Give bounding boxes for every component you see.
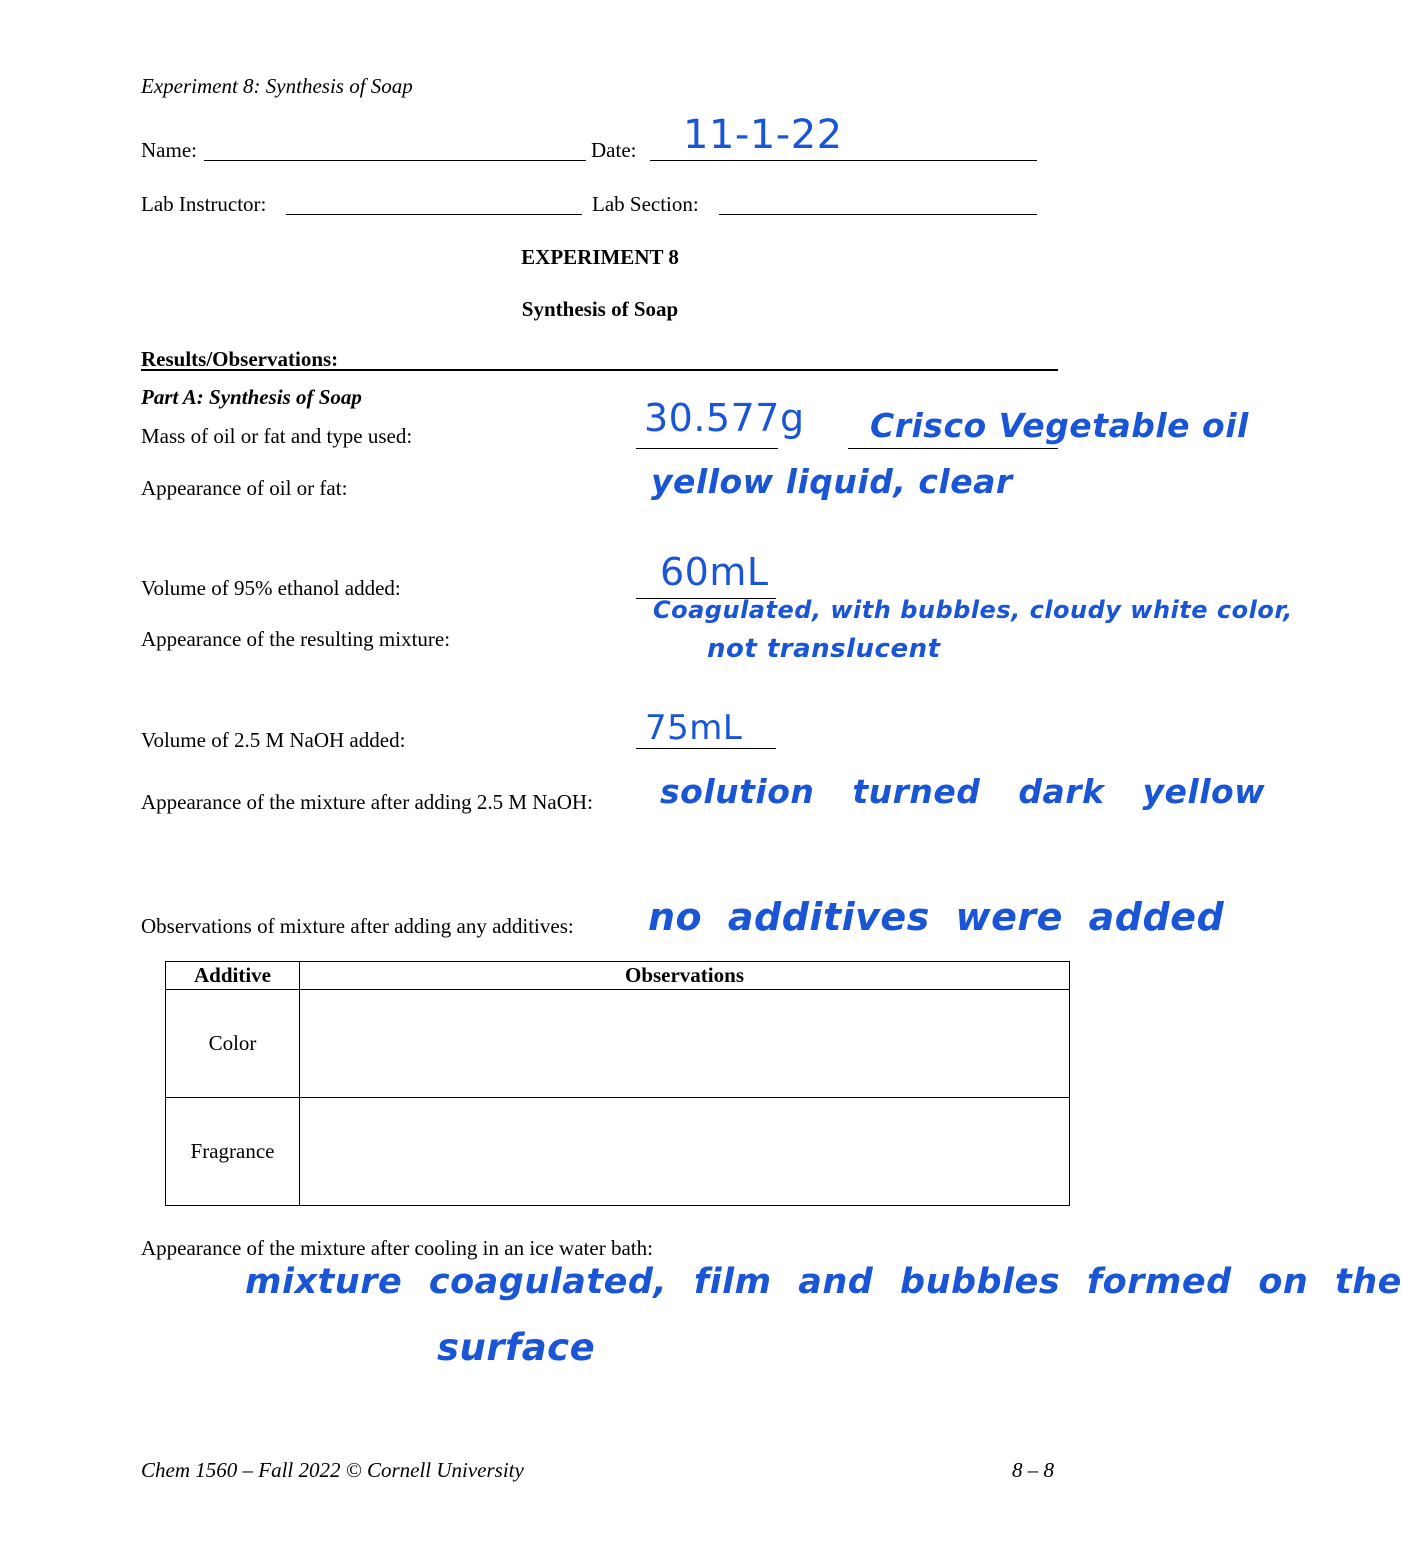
naoh-label: Volume of 2.5 M NaOH added:: [141, 728, 406, 752]
mixture-label: Appearance of the resulting mixture:: [141, 627, 451, 651]
results-heading-rule: [141, 369, 1058, 371]
after-naoh-label: Appearance of the mixture after adding 2.5 M NaOH:: [141, 790, 593, 814]
mixture-handwritten-line-2: not translucent: [707, 634, 941, 664]
naoh-handwritten: 75mL: [645, 708, 743, 748]
observation-cell-color[interactable]: [300, 990, 1070, 1098]
cooling-label: Appearance of the mixture after cooling in an ice water bath:: [141, 1236, 653, 1260]
mass-label: Mass of oil or fat and type used:: [141, 424, 413, 448]
ethanol-handwritten: 60mL: [660, 550, 769, 594]
observation-cell-fragrance[interactable]: [300, 1098, 1070, 1206]
type-field-line[interactable]: [848, 448, 1058, 449]
appearance-oil-label: Appearance of oil or fat:: [141, 476, 348, 500]
table-row: [166, 990, 1070, 1098]
cooling-handwritten-line-1: mixture coagulated, film and bubbles formed on the: [245, 1262, 1402, 1302]
additive-cell-color: Color: [166, 990, 300, 1098]
section-field-line[interactable]: [719, 214, 1037, 215]
additives-label: Observations of mixture after adding any additives:: [141, 914, 574, 938]
after-naoh-handwritten: solution turned dark yellow: [660, 772, 1266, 811]
instructor-label: Lab Instructor:: [141, 192, 267, 216]
date-label: Date:: [591, 138, 637, 162]
section-label: Lab Section:: [592, 192, 699, 216]
date-field-line[interactable]: [650, 160, 1037, 161]
cooling-handwritten-line-2: surface: [437, 1326, 596, 1369]
experiment-title: Synthesis of Soap: [521, 297, 679, 321]
footer-page-number: 8 – 8: [1012, 1458, 1054, 1482]
type-handwritten: Crisco Vegetable oil: [870, 406, 1249, 445]
footer-course: Chem 1560 – Fall 2022 © Cornell University: [141, 1458, 524, 1482]
additive-column-header: Additive: [166, 962, 300, 990]
mass-field-line[interactable]: [636, 448, 778, 449]
instructor-field-line[interactable]: [286, 214, 582, 215]
mass-handwritten: 30.577g: [644, 396, 805, 440]
naoh-field-line[interactable]: [636, 748, 776, 749]
results-heading: Results/Observations:: [141, 347, 339, 371]
date-handwritten: 11-1-22: [683, 112, 843, 158]
name-label: Name:: [141, 138, 197, 162]
additives-table: [165, 961, 1070, 1206]
additives-handwritten: no additives were added: [648, 895, 1225, 939]
additive-cell-fragrance: Fragrance: [166, 1098, 300, 1206]
experiment-number: EXPERIMENT 8: [521, 245, 679, 269]
running-title: Experiment 8: Synthesis of Soap: [141, 74, 413, 98]
part-a-heading: Part A: Synthesis of Soap: [141, 385, 362, 409]
mixture-handwritten-line-1: Coagulated, with bubbles, cloudy white color,: [653, 596, 1293, 624]
name-field-line[interactable]: [204, 160, 586, 161]
table-header-row: [166, 962, 1070, 990]
table-row: [166, 1098, 1070, 1206]
appearance-oil-handwritten: yellow liquid, clear: [651, 462, 1013, 501]
observations-column-header: Observations: [300, 962, 1070, 990]
ethanol-label: Volume of 95% ethanol added:: [141, 576, 401, 600]
